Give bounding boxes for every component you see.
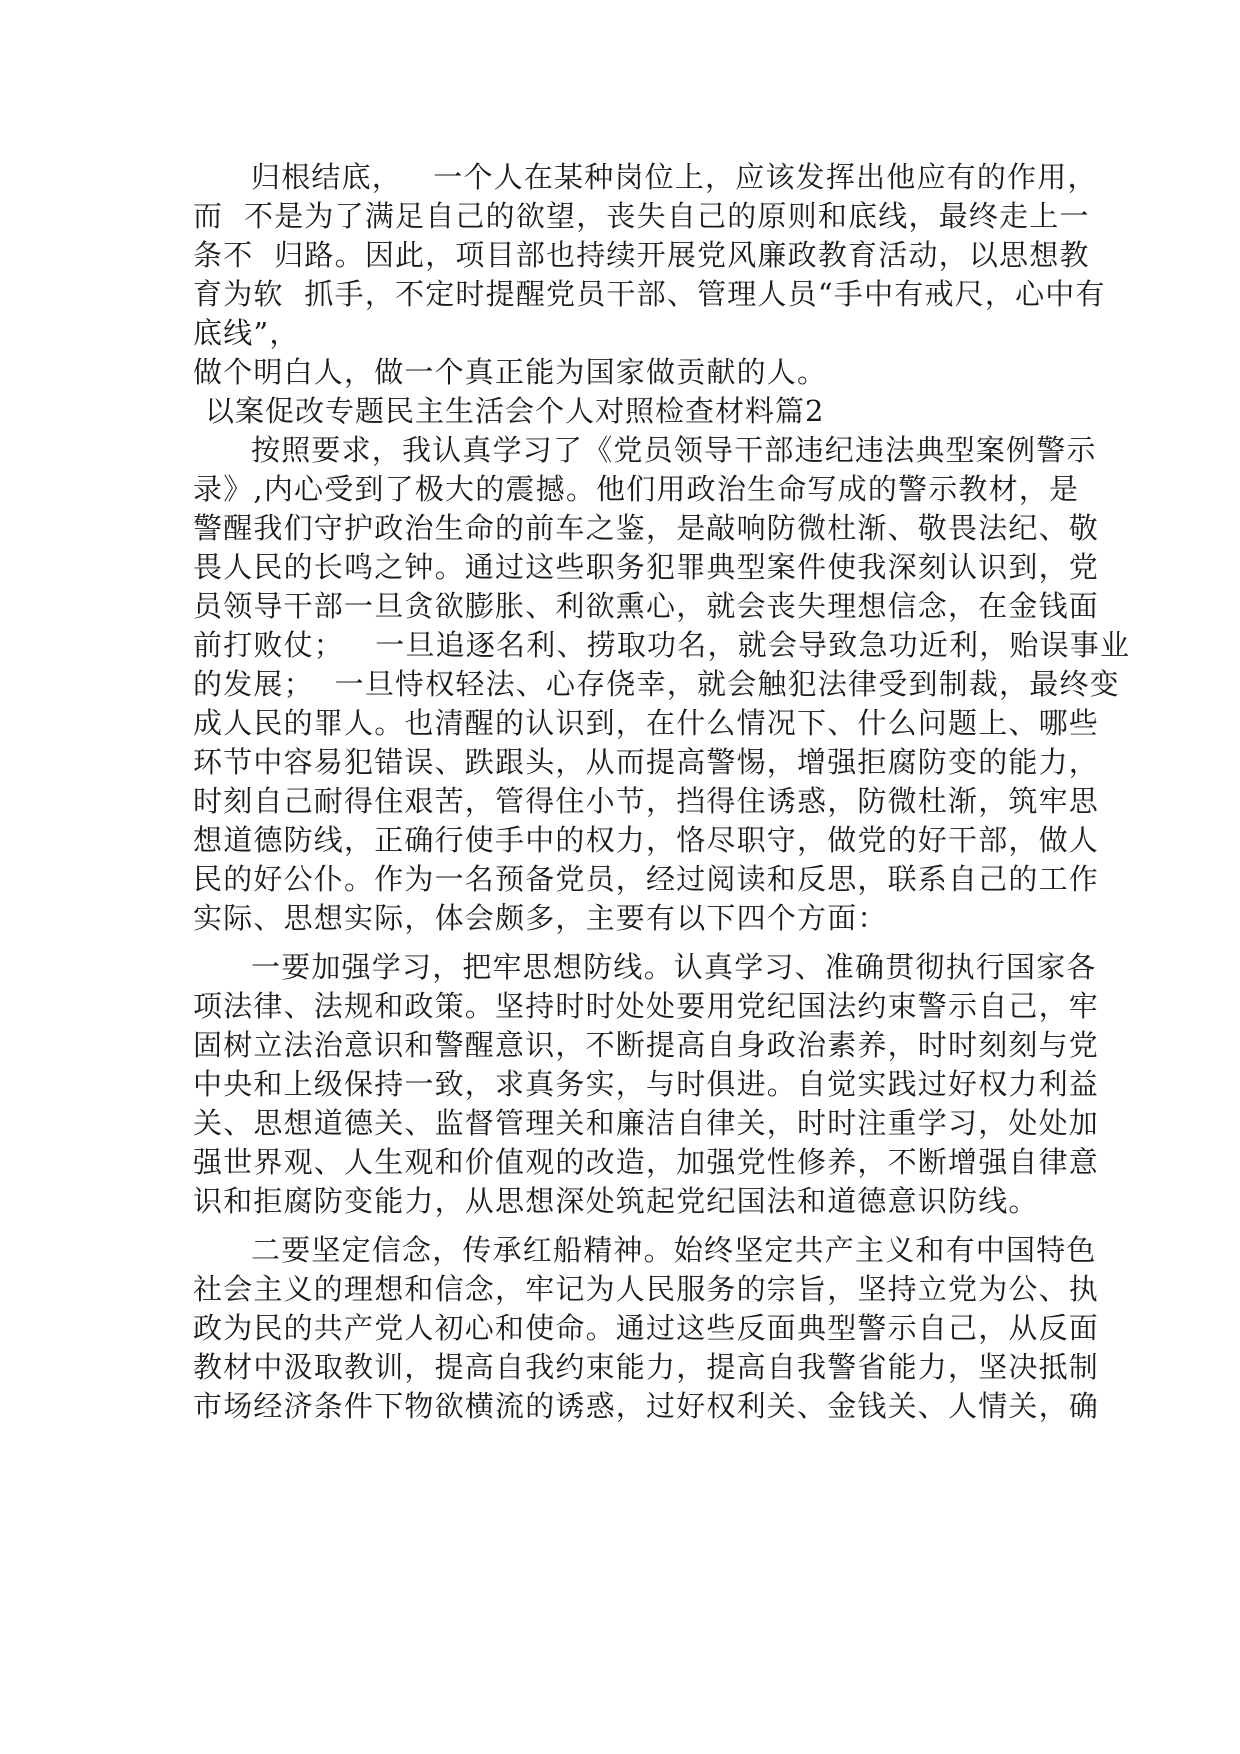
text-line: 市场经济条件下物欲横流的诱惑，过好权利关、金钱关、人情关，确 bbox=[193, 1389, 1100, 1423]
text-line: 固树立法治意识和警醒意识，不断提高自身政治素养，时时刻刻与党 bbox=[193, 1028, 1100, 1062]
text-line: 民的好公仆。作为一名预备党员，经过阅读和反思，联系自己的工作 bbox=[193, 862, 1100, 896]
text-line: 的发展； 一旦恃权轻法、心存侥幸，就会触犯法律受到制裁，最终变 bbox=[193, 667, 1120, 701]
text-line: 前打败仗； 一旦追逐名利、捞取功名，就会导致急功近利，贻误事业 bbox=[193, 628, 1131, 662]
text-line: 教材中汲取教训，提高自我约束能力，提高自我警省能力，坚决抵制 bbox=[193, 1350, 1100, 1384]
text-line: 警醒我们守护政治生命的前车之鉴，是敲响防微杜渐、敬畏法纪、敬 bbox=[193, 511, 1100, 545]
text-line: 社会主义的理想和信念，牢记为人民服务的宗旨，坚持立党为公、执 bbox=[193, 1272, 1100, 1306]
text-line: 录》,内心受到了极大的震撼。他们用政治生命写成的警示教材，是 bbox=[193, 472, 1080, 506]
paragraph-conclusion bbox=[193, 158, 1106, 392]
text-line: 条不 归路。因此，项目部也持续开展党风廉政教育活动，以思想教 bbox=[193, 238, 1090, 272]
text-line: 而 不是为了满足自己的欲望，丧失自己的原则和底线，最终走上一 bbox=[193, 199, 1090, 233]
text-line: 员领导干部一旦贪欲膨胀、利欲熏心，就会丧失理想信念，在金钱面 bbox=[193, 589, 1100, 623]
section-title: 以案促改专题民主生活会个人对照检查材料篇2 bbox=[205, 394, 825, 428]
paragraph-point-two bbox=[193, 1231, 1100, 1426]
text-line: 关、思想道德关、监督管理关和廉洁自律关，时时注重学习，处处加 bbox=[193, 1106, 1100, 1140]
text-line: 做个明白人，做一个真正能为国家做贡献的人。 bbox=[193, 355, 828, 389]
text-line: 政为民的共产党人初心和使命。通过这些反面典型警示自己，从反面 bbox=[193, 1311, 1100, 1345]
text-line: 环节中容易犯错误、跌跟头，从而提高警惕，增强拒腐防变的能力， bbox=[193, 745, 1100, 779]
text-line: 归根结底， 一个人在某种岗位上，应该发挥出他应有的作用， bbox=[251, 160, 1098, 194]
text-line: 育为软 抓手，不定时提醒党员干部、管理人员“手中有戒尺，心中有 bbox=[193, 277, 1106, 311]
text-line: 识和拒腐防变能力，从思想深处筑起党纪国法和道德意识防线。 bbox=[193, 1184, 1039, 1218]
text-line: 中央和上级保持一致，求真务实，与时俱进。自觉实践过好权力利益 bbox=[193, 1067, 1100, 1101]
text-line: 底线”， bbox=[193, 316, 300, 350]
text-line: 一要加强学习，把牢思想防线。认真学习、准确贯彻执行国家各 bbox=[251, 950, 1097, 984]
text-line: 二要坚定信念，传承红船精神。始终坚定共产主义和有中国特色 bbox=[251, 1233, 1097, 1267]
paragraph-point-one bbox=[193, 948, 1100, 1221]
text-line: 强世界观、人生观和价值观的改造，加强党性修养，不断增强自律意 bbox=[193, 1145, 1100, 1179]
text-line: 畏人民的长鸣之钟。通过这些职务犯罪典型案件使我深刻认识到，党 bbox=[193, 550, 1100, 584]
text-line: 时刻自己耐得住艰苦，管得住小节，挡得住诱惑，防微杜渐，筑牢思 bbox=[193, 784, 1100, 818]
text-line: 成人民的罪人。也清醒的认识到，在什么情况下、什么问题上、哪些 bbox=[193, 706, 1100, 740]
text-line: 想道德防线，正确行使手中的权力，恪尽职守，做党的好干部，做人 bbox=[193, 823, 1100, 857]
text-line: 项法律、法规和政策。坚持时时处处要用党纪国法约束警示自己，牢 bbox=[193, 989, 1100, 1023]
document-body bbox=[193, 158, 1131, 1426]
text-line: 按照要求，我认真学习了《党员领导干部违纪违法典型案例警示 bbox=[251, 433, 1097, 467]
text-line: 实际、思想实际，体会颇多，主要有以下四个方面： bbox=[193, 901, 888, 935]
paragraph-study-report bbox=[193, 431, 1131, 938]
